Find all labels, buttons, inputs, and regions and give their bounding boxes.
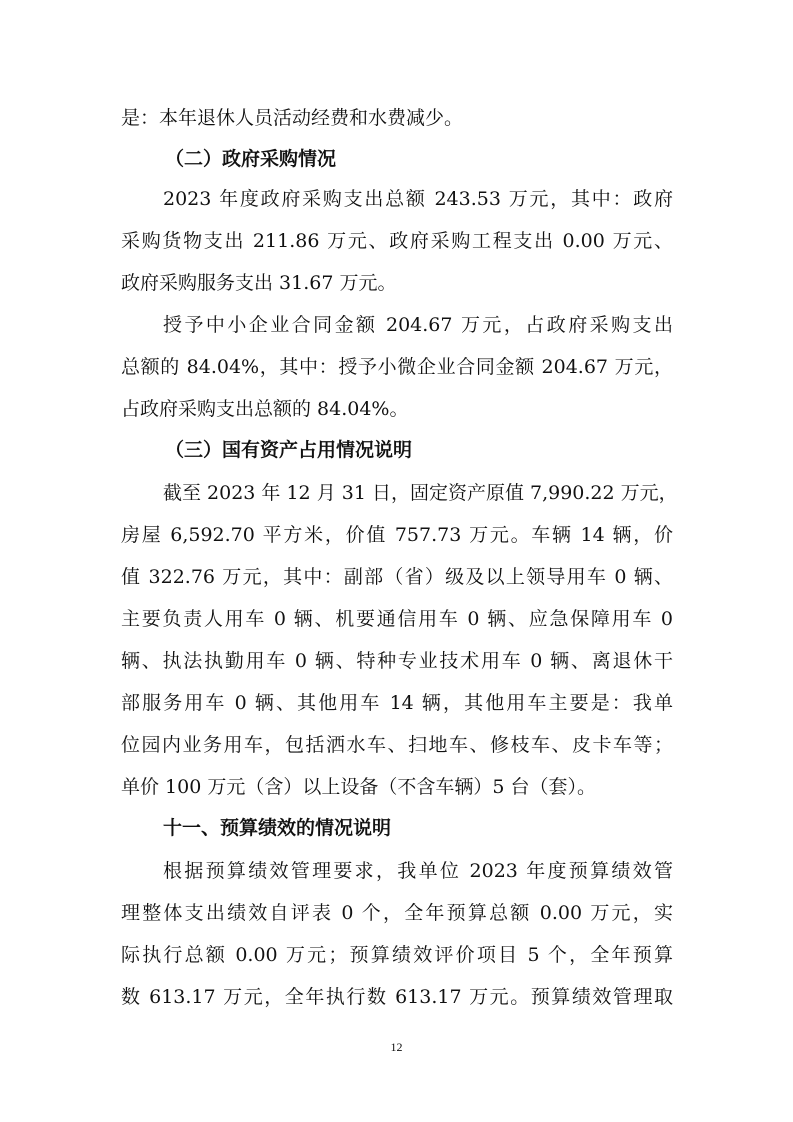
section-heading-procurement: （二）政府采购情况 — [165, 148, 337, 170]
paragraph-line: 截至 2023 年 12 月 31 日，固定资产原值 7,990.22 万元， — [163, 482, 678, 504]
paragraph-line: 单价 100 万元（含）以上设备（不含车辆）5 台（套）。 — [121, 776, 596, 798]
paragraph-line: 理整体支出绩效自评表 0 个，全年预算总额 0.00 万元，实 — [121, 902, 673, 924]
paragraph-line: 值 322.76 万元，其中：副部（省）级及以上领导用车 0 辆、 — [121, 566, 673, 588]
paragraph-line: 总额的 84.04%，其中：授予小微企业合同金额 204.67 万元， — [121, 356, 673, 378]
paragraph-line: 位园内业务用车，包括洒水车、扫地车、修枝车、皮卡车等； — [121, 734, 673, 756]
paragraph-line: 2023 年度政府采购支出总额 243.53 万元，其中：政府 — [163, 188, 673, 210]
paragraph-line: 采购货物支出 211.86 万元、政府采购工程支出 0.00 万元、 — [121, 230, 673, 252]
paragraph-line: 数 613.17 万元，全年执行数 613.17 万元。预算绩效管理取 — [121, 986, 673, 1008]
paragraph-line: 根据预算绩效管理要求，我单位 2023 年度预算绩效管 — [163, 860, 673, 882]
paragraph-line: 是：本年退休人员活动经费和水费减少。 — [121, 107, 464, 129]
paragraph-line: 际执行总额 0.00 万元；预算绩效评价项目 5 个，全年预算 — [121, 944, 673, 966]
paragraph-line: 政府采购服务支出 31.67 万元。 — [121, 272, 397, 294]
paragraph-line: 房屋 6,592.70 平方米，价值 757.73 万元。车辆 14 辆，价 — [121, 524, 673, 546]
paragraph-line: 授予中小企业合同金额 204.67 万元，占政府采购支出 — [163, 314, 673, 336]
section-heading-assets: （三）国有资产占用情况说明 — [165, 439, 413, 461]
page-number: 12 — [390, 1040, 403, 1054]
paragraph-line: 占政府采购支出总额的 84.04%。 — [121, 398, 409, 420]
paragraph-line: 辆、执法执勤用车 0 辆、特种专业技术用车 0 辆、离退休干 — [121, 650, 673, 672]
section-heading-performance: 十一、预算绩效的情况说明 — [163, 817, 392, 839]
paragraph-line: 部服务用车 0 辆、其他用车 14 辆，其他用车主要是：我单 — [121, 692, 673, 714]
paragraph-line: 主要负责人用车 0 辆、机要通信用车 0 辆、应急保障用车 0 — [121, 608, 673, 630]
